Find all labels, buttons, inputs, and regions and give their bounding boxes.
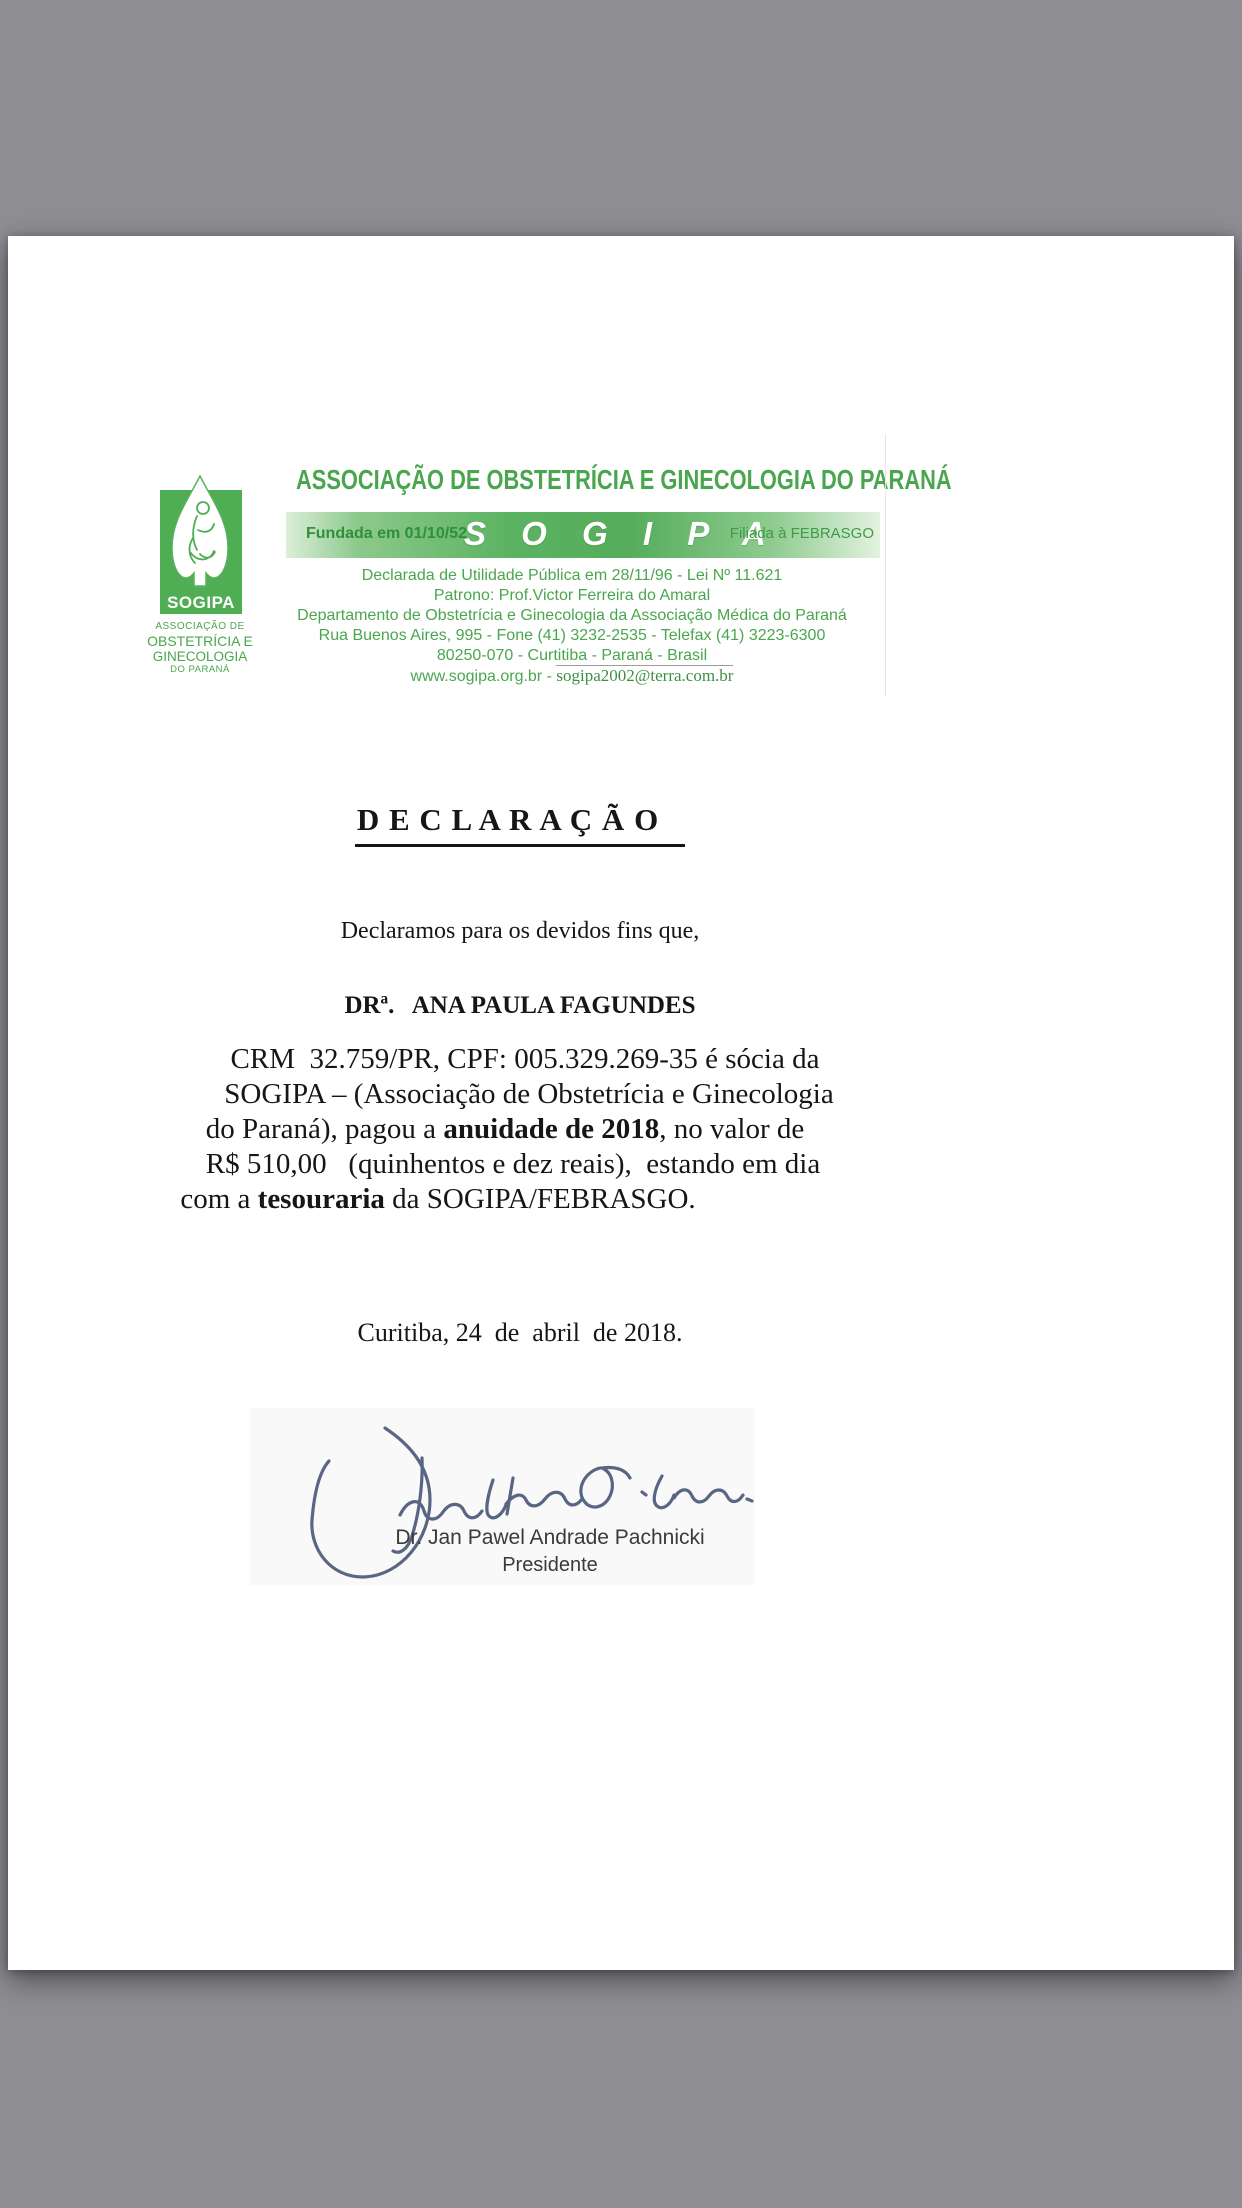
logo-acronym-text: SOGIPA <box>167 593 235 612</box>
signature-caption <box>300 1524 800 1578</box>
logo-caption-line3: GINECOLOGIA <box>152 649 248 664</box>
signer-role: Presidente <box>502 1554 598 1576</box>
logo-caption-line1: ASSOCIAÇÃO DE <box>155 621 245 632</box>
letterhead-info-lines <box>258 566 886 687</box>
document-page <box>8 236 1234 1970</box>
declaration-paragraph <box>8 1042 1032 1217</box>
signer-name: Dr. Jan Pawel Andrade Pachnicki <box>395 1526 705 1549</box>
treasury-bold-text: tesouraria <box>257 1183 385 1215</box>
letterhead-line-department: Departamento de Obstetrícia e Ginecologia da Associação Médica do Paraná <box>297 607 847 624</box>
logo-caption-line2: OBSTETRÍCIA E <box>147 633 253 649</box>
paragraph-line: do Paraná), pagou a anuidade de 2018, no valor de <box>205 1113 805 1145</box>
letterhead-website: www.sogipa.org.br - <box>410 668 557 685</box>
paragraph-line: CRM 32.759/PR, CPF: 005.329.269-35 é sócia da <box>230 1043 820 1075</box>
date-line: Curitiba, 24 de abril de 2018. <box>357 1318 683 1347</box>
document-title-text: D E C L A R A Ç Ã O <box>355 802 685 847</box>
paragraph-line: SOGIPA – (Associação de Obstetrícia e Ginecologia <box>224 1078 834 1110</box>
letterhead-title: ASSOCIAÇÃO DE OBSTETRÍCIA E GINECOLOGIA DO PARANÁ <box>296 464 952 495</box>
logo-caption <box>124 621 276 676</box>
letterhead-affiliation: Filiada à FEBRASGO <box>729 525 874 542</box>
document-title <box>8 802 1032 847</box>
doctor-name-line: DRª. ANA PAULA FAGUNDES <box>344 992 696 1019</box>
intro-line: Declaramos para os devidos fins que, <box>340 918 700 944</box>
sogipa-logo-icon <box>152 474 248 620</box>
paragraph-line: R$ 510,00 (quinhentos e dez reais), estando em dia <box>205 1148 821 1180</box>
letterhead-acronym: S O G I P A <box>464 515 768 552</box>
letterhead-divider-line <box>885 434 886 696</box>
annuity-bold-text: anuidade de 2018 <box>443 1113 660 1145</box>
letterhead-band <box>286 512 880 558</box>
letterhead-line-address: Rua Buenos Aires, 995 - Fone (41) 3232-2535 - Telefax (41) 3223-6300 <box>318 627 826 644</box>
letterhead-line-patron: Patrono: Prof.Victor Ferreira do Amaral <box>433 587 711 604</box>
letterhead-email: sogipa2002@terra.com.br <box>556 666 734 685</box>
paragraph-line: com a tesouraria da SOGIPA/FEBRASGO. <box>180 1183 696 1215</box>
letterhead-line-city: 80250-070 - Curtitiba - Paraná - Brasil <box>436 647 708 664</box>
logo-caption-line4: DO PARANÁ <box>170 664 230 675</box>
letterhead-line-utility: Declarada de Utilidade Pública em 28/11/96 - Lei Nº 11.621 <box>361 567 783 584</box>
letterhead-line-web <box>258 666 886 687</box>
letterhead-founded: Fundada em 01/10/52 <box>306 525 467 542</box>
